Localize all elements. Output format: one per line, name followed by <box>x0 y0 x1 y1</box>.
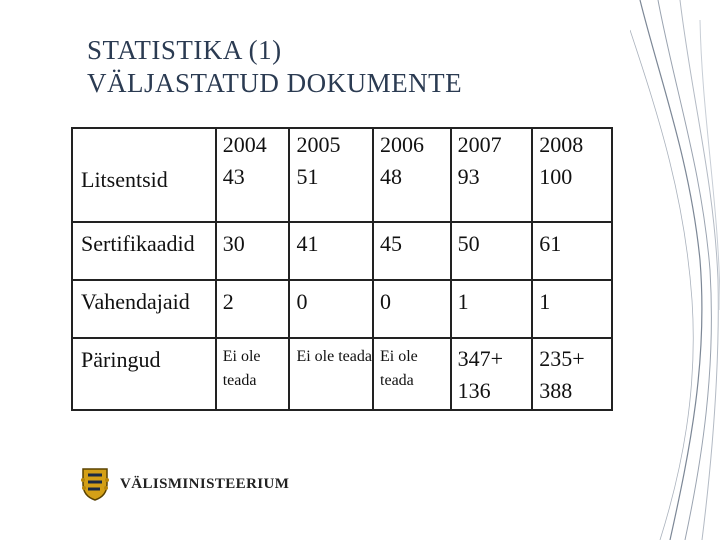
cell-value: Ei ole teada <box>373 338 451 410</box>
cell-value: 61 <box>532 222 612 280</box>
year-header: 2005 <box>296 132 341 157</box>
row-label: Päringud <box>72 338 216 410</box>
table-cell <box>451 128 533 222</box>
cell-value: 100 <box>539 164 573 189</box>
table-cell <box>373 128 451 222</box>
cell-value: 0 <box>373 280 451 338</box>
table-row-litsentsid <box>72 128 612 222</box>
statistics-table <box>71 127 613 411</box>
year-header: 2004 <box>222 132 267 157</box>
cell-value: 1 <box>451 280 533 338</box>
table-cell <box>216 128 290 222</box>
year-header: 2008 <box>539 132 584 157</box>
cell-value: 2 <box>216 280 290 338</box>
cell-value: Ei ole teada <box>216 338 290 410</box>
decorative-lines <box>630 0 720 540</box>
cell-value: 43 <box>222 164 245 189</box>
table-cell <box>289 128 373 222</box>
table-cell <box>532 128 612 222</box>
cell-value: Ei ole teada <box>289 338 373 410</box>
row-label: Litsentsid <box>72 128 216 222</box>
slide-title <box>87 34 462 100</box>
ministry-name: VÄLISMINISTEERIUM <box>120 475 290 492</box>
year-header: 2007 <box>457 132 502 157</box>
cell-value: 48 <box>380 164 403 189</box>
table-row-paringud <box>72 338 612 410</box>
cell-value: 1 <box>532 280 612 338</box>
table-row-sertifikaadid <box>72 222 612 280</box>
cell-value: 0 <box>289 280 373 338</box>
ministry-logo <box>80 466 289 502</box>
title-line-1: STATISTIKA (1) <box>87 35 282 65</box>
title-line-2: VÄLJASTATUD DOKUMENTE <box>87 68 463 98</box>
row-label: Vahendajaid <box>72 280 216 338</box>
table-row-vahendajaid <box>72 280 612 338</box>
year-header: 2006 <box>380 132 425 157</box>
cell-value: 41 <box>289 222 373 280</box>
estonian-coat-of-arms-icon <box>80 466 110 502</box>
cell-value: 235+ 388 <box>532 338 612 410</box>
cell-value: 51 <box>296 164 319 189</box>
cell-value: 93 <box>457 164 480 189</box>
cell-value: 347+ 136 <box>451 338 533 410</box>
cell-value: 45 <box>373 222 451 280</box>
row-label: Sertifikaadid <box>72 222 216 280</box>
cell-value: 50 <box>451 222 533 280</box>
cell-value: 30 <box>216 222 290 280</box>
